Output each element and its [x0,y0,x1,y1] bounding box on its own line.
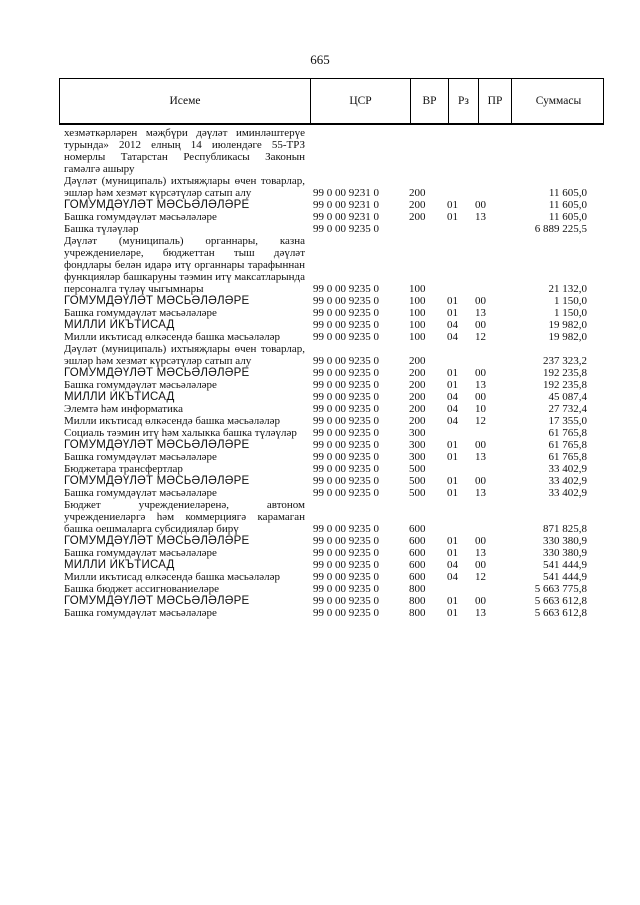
cell-vr: 300 [409,451,426,463]
cell-rz: 01 [447,607,458,619]
cell-vr: 200 [409,355,426,367]
cell-sum: 192 235,8 [543,379,587,391]
table-row [64,211,604,223]
cell-sum: 330 380,9 [543,535,587,547]
cell-name: Бюджет учреждениеләренә, автоном учреждениеләргә һәм коммерциягә карамаган башка оешмаларга субсидияләр бирү [64,499,305,535]
table-row [64,391,604,403]
cell-vr: 800 [409,583,426,595]
cell-csr: 99 0 00 9235 0 [313,535,379,547]
cell-name: ГОМУМДӘҮЛӘТ МӘСЬӘЛӘЛӘРЕ [64,439,250,451]
table-header [59,78,604,125]
cell-vr: 800 [409,607,426,619]
cell-rz: 01 [447,475,458,487]
cell-name: МИЛЛИ ИКЪТИСАД [64,319,175,331]
cell-csr: 99 0 00 9235 0 [313,391,379,403]
column-header-vr: ВР [411,79,449,123]
cell-name: Милли икътисад өлкәсендә башка мәсьәләләр [64,331,280,343]
cell-pr: 13 [475,607,486,619]
cell-pr: 13 [475,547,486,559]
cell-csr: 99 0 00 9235 0 [313,319,379,331]
page-number: 665 [310,52,330,67]
cell-rz: 01 [447,379,458,391]
cell-pr: 12 [475,331,486,343]
cell-rz: 04 [447,319,458,331]
cell-csr: 99 0 00 9235 0 [313,463,379,475]
table-row [64,175,604,199]
cell-pr: 00 [475,199,486,211]
cell-name: Башка түләүләр [64,223,139,235]
cell-csr: 99 0 00 9235 0 [313,475,379,487]
cell-sum: 27 732,4 [548,403,587,415]
cell-sum: 237 323,2 [543,355,587,367]
table-row [64,427,604,439]
table-row [64,127,604,175]
cell-sum: 192 235,8 [543,367,587,379]
table-row [64,451,604,463]
cell-sum: 11 605,0 [548,211,587,223]
column-header-pr: ПР [479,79,512,123]
table-body [64,127,604,619]
cell-sum: 61 765,8 [548,427,587,439]
table-row [64,379,604,391]
cell-csr: 99 0 00 9235 0 [313,403,379,415]
cell-vr: 600 [409,523,426,535]
table-row [64,331,604,343]
cell-name: Башка гомумдәүләт мәсьәләләре [64,379,217,391]
cell-rz: 01 [447,211,458,223]
cell-vr: 100 [409,283,426,295]
table-row [64,319,604,331]
cell-sum: 5 663 612,8 [534,595,587,607]
cell-vr: 600 [409,547,426,559]
cell-sum: 541 444,9 [543,559,587,571]
table-row [64,499,604,535]
cell-name: Башка гомумдәүләт мәсьәләләре [64,547,217,559]
cell-vr: 200 [409,211,426,223]
table-row [64,439,604,451]
cell-csr: 99 0 00 9231 0 [313,187,379,199]
cell-rz: 01 [447,547,458,559]
cell-pr: 13 [475,211,486,223]
cell-vr: 500 [409,487,426,499]
cell-rz: 04 [447,415,458,427]
column-header-rz: Рз [449,79,479,123]
cell-sum: 33 402,9 [548,487,587,499]
cell-name: Башка бюджет ассигнованиеләре [64,583,219,595]
cell-name: хезмәткәрләрен мәҗбүри дәүләт иминләштерүе турында» 2012 елның 14 июлендәге 55-ТРЗ номерлы Татарстан Республикасы Законын гамәлгә ашыру [64,127,305,175]
cell-pr: 00 [475,367,486,379]
cell-vr: 200 [409,403,426,415]
cell-csr: 99 0 00 9235 0 [313,415,379,427]
cell-rz: 01 [447,439,458,451]
cell-csr: 99 0 00 9235 0 [313,439,379,451]
cell-sum: 21 132,0 [548,283,587,295]
cell-sum: 61 765,8 [548,451,587,463]
cell-name: Бюджетара трансфертлар [64,463,183,475]
cell-pr: 00 [475,391,486,403]
table-row [64,571,604,583]
cell-name: Башка гомумдәүләт мәсьәләләре [64,211,217,223]
cell-sum: 1 150,0 [554,307,587,319]
cell-sum: 33 402,9 [548,475,587,487]
cell-pr: 00 [475,475,486,487]
cell-vr: 200 [409,367,426,379]
cell-pr: 00 [475,535,486,547]
cell-csr: 99 0 00 9235 0 [313,583,379,595]
table-row [64,199,604,211]
cell-pr: 13 [475,379,486,391]
cell-csr: 99 0 00 9235 0 [313,307,379,319]
cell-csr: 99 0 00 9235 0 [313,331,379,343]
cell-sum: 11 605,0 [548,199,587,211]
cell-pr: 13 [475,451,486,463]
cell-vr: 200 [409,187,426,199]
cell-csr: 99 0 00 9235 0 [313,547,379,559]
column-header-name: Исеме [60,79,311,123]
cell-sum: 19 982,0 [548,331,587,343]
table-row [64,403,604,415]
cell-csr: 99 0 00 9235 0 [313,559,379,571]
cell-name: Башка гомумдәүләт мәсьәләләре [64,487,217,499]
cell-name: МИЛЛИ ИКЪТИСАД [64,559,175,571]
cell-sum: 19 982,0 [548,319,587,331]
cell-csr: 99 0 00 9231 0 [313,211,379,223]
table-row [64,235,604,295]
column-header-csr: ЦСР [311,79,411,123]
cell-csr: 99 0 00 9235 0 [313,595,379,607]
table-row [64,547,604,559]
cell-csr: 99 0 00 9231 0 [313,199,379,211]
cell-name: Башка гомумдәүләт мәсьәләләре [64,307,217,319]
cell-vr: 100 [409,331,426,343]
cell-name: Башка гомумдәүләт мәсьәләләре [64,607,217,619]
cell-vr: 300 [409,427,426,439]
cell-csr: 99 0 00 9235 0 [313,487,379,499]
cell-csr: 99 0 00 9235 0 [313,523,379,535]
cell-name: ГОМУМДӘҮЛӘТ МӘСЬӘЛӘЛӘРЕ [64,535,250,547]
cell-vr: 200 [409,199,426,211]
cell-rz: 01 [447,367,458,379]
cell-pr: 00 [475,319,486,331]
cell-sum: 871 825,8 [543,523,587,535]
cell-name: ГОМУМДӘҮЛӘТ МӘСЬӘЛӘЛӘРЕ [64,199,250,211]
cell-vr: 100 [409,307,426,319]
cell-rz: 01 [447,451,458,463]
cell-name: Социаль тәэмин итү һәм халыкка башка түләүләр [64,427,297,439]
cell-name: ГОМУМДӘҮЛӘТ МӘСЬӘЛӘЛӘРЕ [64,475,250,487]
cell-pr: 12 [475,571,486,583]
table-row [64,415,604,427]
cell-sum: 17 355,0 [548,415,587,427]
table-row [64,367,604,379]
cell-sum: 61 765,8 [548,439,587,451]
cell-rz: 01 [447,535,458,547]
cell-rz: 01 [447,295,458,307]
cell-csr: 99 0 00 9235 0 [313,379,379,391]
cell-name: ГОМУМДӘҮЛӘТ МӘСЬӘЛӘЛӘРЕ [64,295,250,307]
cell-pr: 13 [475,487,486,499]
cell-csr: 99 0 00 9235 0 [313,451,379,463]
table-row [64,343,604,367]
table-row [64,559,604,571]
cell-vr: 300 [409,439,426,451]
cell-vr: 600 [409,571,426,583]
cell-csr: 99 0 00 9235 0 [313,367,379,379]
cell-csr: 99 0 00 9235 0 [313,283,379,295]
cell-sum: 541 444,9 [543,571,587,583]
cell-rz: 01 [447,307,458,319]
cell-name: Милли икътисад өлкәсендә башка мәсьәләләр [64,415,280,427]
cell-rz: 01 [447,487,458,499]
cell-csr: 99 0 00 9235 0 [313,607,379,619]
cell-csr: 99 0 00 9235 0 [313,295,379,307]
cell-pr: 12 [475,415,486,427]
cell-rz: 01 [447,595,458,607]
table-row [64,583,604,595]
cell-vr: 800 [409,595,426,607]
column-header-sum: Суммасы [535,95,582,107]
cell-rz: 01 [447,199,458,211]
cell-name: МИЛЛИ ИКЪТИСАД [64,391,175,403]
cell-pr: 10 [475,403,486,415]
cell-vr: 200 [409,391,426,403]
cell-sum: 33 402,9 [548,463,587,475]
cell-name: ГОМУМДӘҮЛӘТ МӘСЬӘЛӘЛӘРЕ [64,367,250,379]
cell-csr: 99 0 00 9235 0 [313,571,379,583]
cell-pr: 00 [475,559,486,571]
cell-name: Дәүләт (муниципаль) органнары, казна учреждениеләре, бюджеттан тыш дәүләт фондлары белән идарә итү органнары тарафыннан функцияләр башкаруны тәэмин итү максатларында персоналга түләү чыгымнары [64,235,305,295]
cell-rz: 04 [447,559,458,571]
cell-rz: 04 [447,403,458,415]
table-row [64,295,604,307]
cell-rz: 04 [447,391,458,403]
cell-sum: 11 605,0 [548,187,587,199]
cell-sum: 5 663 612,8 [534,607,587,619]
cell-sum: 1 150,0 [554,295,587,307]
cell-vr: 200 [409,379,426,391]
table-row [64,223,604,235]
cell-vr: 100 [409,295,426,307]
cell-rz: 04 [447,331,458,343]
cell-name: Дәүләт (муниципаль) ихтыяҗлары өчен товарлар, эшләр һәм хезмәт күрсәтүләр сатып алу [64,175,305,199]
table-row [64,607,604,619]
cell-name: ГОМУМДӘҮЛӘТ МӘСЬӘЛӘЛӘРЕ [64,595,250,607]
cell-name: Дәүләт (муниципаль) ихтыяҗлары өчен товарлар, эшләр һәм хезмәт күрсәтүләр сатып алу [64,343,305,367]
cell-vr: 600 [409,535,426,547]
cell-pr: 13 [475,307,486,319]
table-row [64,535,604,547]
cell-rz: 04 [447,571,458,583]
cell-sum: 330 380,9 [543,547,587,559]
table-row [64,475,604,487]
cell-name: Башка гомумдәүләт мәсьәләләре [64,451,217,463]
cell-pr: 00 [475,439,486,451]
table-row [64,595,604,607]
cell-vr: 100 [409,319,426,331]
cell-name: Милли икътисад өлкәсендә башка мәсьәләләр [64,571,280,583]
cell-vr: 200 [409,415,426,427]
cell-csr: 99 0 00 9235 0 [313,355,379,367]
cell-pr: 00 [475,295,486,307]
cell-csr: 99 0 00 9235 0 [313,223,379,235]
cell-vr: 500 [409,463,426,475]
cell-name: Элемтә һәм информатика [64,403,183,415]
cell-sum: 6 889 225,5 [534,223,587,235]
cell-pr: 00 [475,595,486,607]
table-row [64,487,604,499]
cell-vr: 500 [409,475,426,487]
cell-sum: 5 663 775,8 [534,583,587,595]
cell-vr: 600 [409,559,426,571]
table-row [64,463,604,475]
table-row [64,307,604,319]
cell-csr: 99 0 00 9235 0 [313,427,379,439]
cell-sum: 45 087,4 [548,391,587,403]
